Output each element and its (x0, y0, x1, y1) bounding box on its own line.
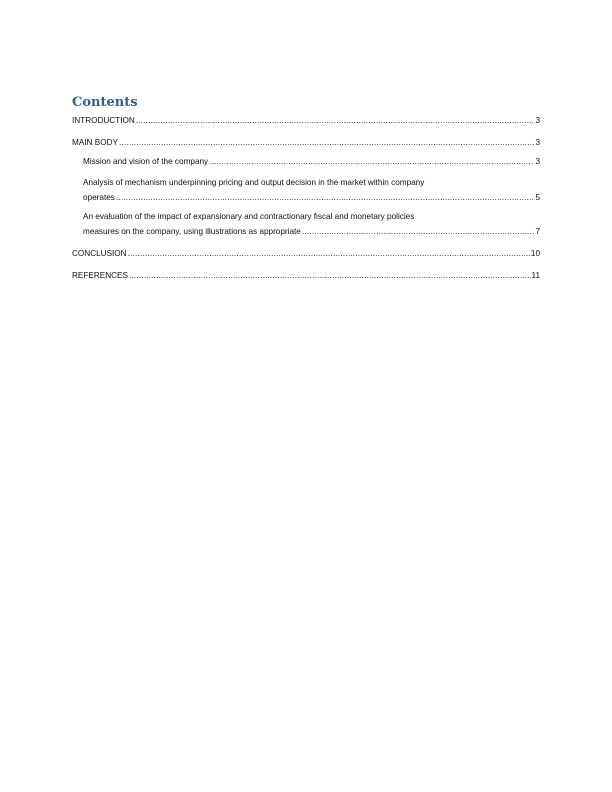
dot-leader (119, 138, 534, 148)
toc-entry-text-line1: Analysis of mechanism underpinning pricing and output decision in the market within company (83, 178, 425, 187)
toc-entry-text-line2: measures on the company, using illustrations as appropriate (83, 227, 301, 236)
dot-leader (129, 271, 531, 281)
toc-entry-text: Mission and vision of the company (83, 157, 209, 166)
toc-entry-page: 3 (535, 157, 540, 166)
toc-entry-page: 5 (535, 193, 540, 202)
toc-heading: Contents (72, 95, 138, 110)
toc-entry-text: CONCLUSION (72, 249, 127, 258)
toc-entry-text: INTRODUCTION (72, 116, 135, 125)
toc-entry-page: 11 (531, 271, 540, 280)
toc-entry-page: 3 (535, 138, 540, 147)
toc-entry-page: 3 (535, 116, 540, 125)
dot-leader (136, 116, 535, 126)
toc-entry-mission-vision[interactable] (83, 157, 540, 167)
dot-leader (209, 157, 534, 167)
toc-entry-introduction[interactable] (72, 116, 540, 126)
dot-leader (128, 249, 530, 259)
dot-leader (302, 227, 535, 237)
toc-entry-text-line2: operates (83, 193, 115, 202)
toc-entry-page: 10 (530, 249, 540, 258)
toc-entry-policy-evaluation[interactable] (83, 212, 540, 237)
toc-entry-text-line1: An evaluation of the impact of expansionary and contractionary fiscal and monetary policies (83, 212, 415, 221)
toc-entry-references[interactable] (72, 271, 540, 281)
toc-entry-text: REFERENCES (72, 271, 128, 280)
toc-entry-text: MAIN BODY (72, 138, 118, 147)
toc-entry-conclusion[interactable] (72, 249, 540, 259)
dot-leader (116, 193, 535, 203)
toc-entry-page: 7 (535, 227, 540, 236)
toc-entry-main-body[interactable] (72, 138, 540, 148)
toc-entry-pricing-analysis[interactable] (83, 178, 540, 203)
